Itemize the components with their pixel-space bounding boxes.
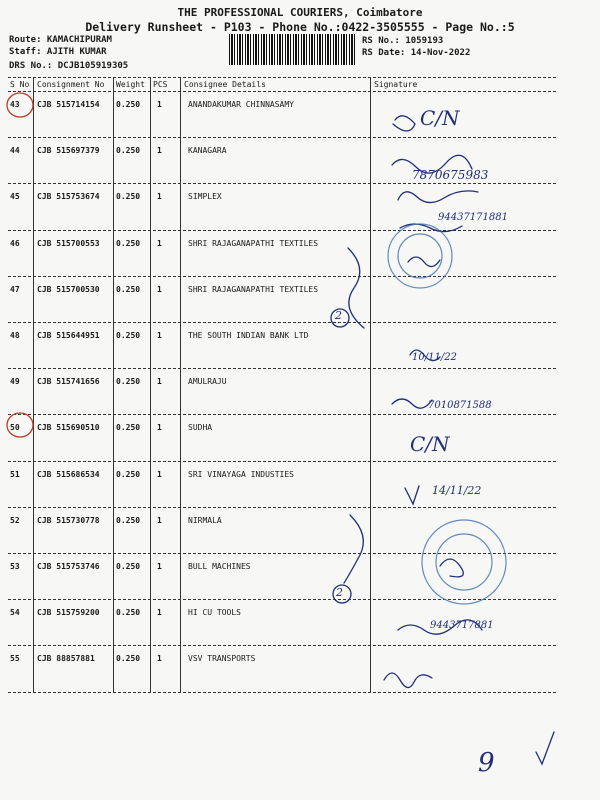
pieces: 1 <box>157 100 162 109</box>
weight: 0.250 <box>116 238 141 248</box>
weight: 0.250 <box>116 100 141 109</box>
signature-scribble-49 <box>392 399 432 408</box>
row-rule <box>8 322 556 323</box>
serial-number: 46 <box>10 238 20 248</box>
signature: 7010871588 <box>428 400 492 411</box>
weight: 0.250 <box>116 469 141 479</box>
barcode <box>229 34 355 65</box>
consignment-number: CJB 515753674 <box>37 192 100 202</box>
column-header-pcs: PCS <box>153 80 168 89</box>
pieces: 1 <box>157 515 162 525</box>
stamp-inner-ring <box>398 234 442 278</box>
serial-number: 47 <box>10 284 20 294</box>
consignee-name: SIMPLEX <box>188 192 222 202</box>
scribble-mark <box>393 116 415 131</box>
pieces: 1 <box>157 377 162 387</box>
rs-date: RS Date: 14-Nov-2022 <box>362 48 471 58</box>
circled-mark: 2 <box>336 586 343 599</box>
row-rule <box>8 368 556 369</box>
row-rule <box>8 599 556 600</box>
weight: 0.250 <box>116 284 141 294</box>
consignee-name: SHRI RAJAGANAPATHI TEXTILES <box>188 238 319 248</box>
weight: 0.250 <box>116 331 141 340</box>
serial-number: 48 <box>10 331 20 340</box>
serial-number: 44 <box>10 146 20 156</box>
serial-number: 52 <box>10 515 20 525</box>
serial-number: 50 <box>10 423 20 433</box>
signature: 9443717881 <box>430 620 494 631</box>
signature-scribble-45 <box>398 191 478 203</box>
row-rule <box>8 137 556 138</box>
consignee-name: SUDHA <box>188 423 213 433</box>
serial-number: 55 <box>10 654 20 664</box>
consignee-name: ANANDAKUMAR CHINNASAMY <box>188 100 294 109</box>
consignment-number: CJB 515686534 <box>37 469 100 479</box>
weight: 0.250 <box>116 377 141 387</box>
route-label: Route: KAMACHIPURAM <box>9 35 112 45</box>
weight: 0.250 <box>116 654 141 664</box>
weight: 0.250 <box>116 608 141 618</box>
row-rule <box>8 461 556 462</box>
consignee-name: HI CU TOOLS <box>188 608 241 618</box>
consignment-number: CJB 515697379 <box>37 146 100 156</box>
consignee-name: AMULRAJU <box>188 377 227 387</box>
signature-scribble-46 <box>408 257 440 267</box>
pieces: 1 <box>157 284 162 294</box>
consignee-name: SHRI RAJAGANAPATHI TEXTILES <box>188 284 319 294</box>
runsheet-title: Delivery Runsheet - P103 - Phone No.:0422-3505555 - Page No.:5 <box>85 20 515 34</box>
signature: C/N <box>410 432 450 456</box>
signature: C/N <box>420 106 460 130</box>
consignment-number: CJB 515730778 <box>37 515 100 525</box>
rs-number: RS No.: 1059193 <box>362 36 444 46</box>
consignee-name: NIRMALA <box>188 515 222 525</box>
signature: 94437171881 <box>438 212 508 223</box>
consignment-number: CJB 515690510 <box>37 423 100 433</box>
serial-number: 45 <box>10 192 20 202</box>
consignment-number: CJB 515753746 <box>37 562 100 571</box>
serial-number: 53 <box>10 562 20 571</box>
serial-number: 43 <box>10 100 20 109</box>
pieces: 1 <box>157 654 162 664</box>
consignee-name: THE SOUTH INDIAN BANK LTD <box>188 331 309 340</box>
row-rule <box>8 230 556 231</box>
serial-number: 51 <box>10 469 20 479</box>
weight: 0.250 <box>116 423 141 433</box>
company-title: THE PROFESSIONAL COURIERS, Coimbatore <box>177 6 423 19</box>
pieces: 1 <box>157 562 162 571</box>
consignment-number: CJB 515700530 <box>37 284 100 294</box>
consignment-number: CJB 515759200 <box>37 608 100 618</box>
row-rule <box>8 276 556 277</box>
stamp-ring <box>388 224 452 288</box>
row-rule <box>8 414 556 415</box>
consignment-number: CJB 515714154 <box>37 100 100 109</box>
column-header-weight: Weight <box>116 80 145 89</box>
pieces: 1 <box>157 331 162 340</box>
row-rule <box>8 692 556 693</box>
ditto-stroke <box>344 515 363 583</box>
signature: 7870675983 <box>412 168 489 182</box>
consignment-number: CJB 88857881 <box>37 654 95 664</box>
weight: 0.250 <box>116 562 141 571</box>
weight: 0.250 <box>116 146 141 156</box>
weight: 0.250 <box>116 515 141 525</box>
row-rule <box>8 553 556 554</box>
check-mark <box>536 732 554 764</box>
signature-scribble-51 <box>405 486 419 504</box>
header-rule <box>8 91 556 92</box>
signature: 10/11/22 <box>412 352 457 363</box>
consignment-number: CJB 515741656 <box>37 377 100 387</box>
signature: 14/11/22 <box>432 484 482 497</box>
consignee-name: VSV TRANSPORTS <box>188 654 256 664</box>
column-header-consignment: Consignment No <box>37 80 105 89</box>
column-header-sno: S No <box>10 80 30 89</box>
consignee-name: SRI VINAYAGA INDUSTIES <box>188 469 294 479</box>
pieces: 1 <box>157 608 162 618</box>
table-top-rule <box>8 77 556 78</box>
pieces: 1 <box>157 146 162 156</box>
row-rule <box>8 507 556 508</box>
staff-label: Staff: AJITH KUMAR <box>9 47 107 57</box>
drs-number: DRS No.: DCJB105919305 <box>9 61 129 71</box>
consignee-name: KANAGARA <box>188 146 227 156</box>
page-mark: 9 <box>478 748 495 778</box>
column-header-consignee: Consignee Details <box>184 80 266 89</box>
column-header-signature: Signature <box>374 80 418 89</box>
pieces: 1 <box>157 238 162 248</box>
stamp-inner-ring <box>436 534 492 590</box>
consignment-number: CJB 515644951 <box>37 331 100 340</box>
serial-number: 54 <box>10 608 20 618</box>
stamp-ring <box>422 520 506 604</box>
serial-number: 49 <box>10 377 20 387</box>
pieces: 1 <box>157 469 162 479</box>
row-rule <box>8 183 556 184</box>
signature-scribble-53 <box>440 559 463 577</box>
pieces: 1 <box>157 192 162 202</box>
consignment-number: CJB 515700553 <box>37 238 100 248</box>
signature-scribble-55 <box>384 673 432 688</box>
circled-mark: 2 <box>335 309 342 322</box>
pieces: 1 <box>157 423 162 433</box>
ditto-stroke <box>348 248 364 328</box>
weight: 0.250 <box>116 192 141 202</box>
row-rule <box>8 645 556 646</box>
consignee-name: BULL MACHINES <box>188 562 251 571</box>
